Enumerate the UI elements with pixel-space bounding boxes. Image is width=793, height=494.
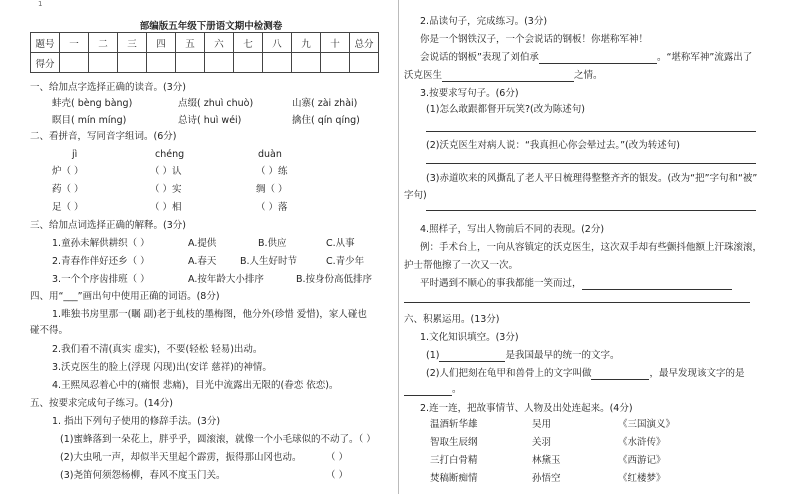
section-2-heading: 二、看拼音，写同音字组词。(6分) xyxy=(30,131,177,142)
r2-text: 。“堪称军神”流露出了 xyxy=(656,52,753,63)
s3-option: A.春天 xyxy=(188,256,217,267)
answer-blank[interactable] xyxy=(591,369,649,380)
score-cell: 总分 xyxy=(350,33,379,53)
r3-question: (2)沃克医生对病人说：“我真担心你会晕过去。”(改为转述句) xyxy=(426,140,680,151)
r4-example: 例：手术台上，一向从容镇定的沃克医生，这次双手却有些颤抖他额上汗珠滚滚， xyxy=(420,242,763,253)
r2-heading: 2.品读句子，完成练习。(3分) xyxy=(420,16,548,27)
r4-prompt xyxy=(420,278,732,290)
score-entry[interactable] xyxy=(292,53,321,73)
answer-blank[interactable] xyxy=(439,351,505,362)
r4-example: 护士帮他擦了一次又一次。 xyxy=(404,260,519,271)
s5-question: (2)大虫吼一声，却似半天里起个霹雳，振得那山冈也动。 xyxy=(60,452,302,463)
s6-text: 是我国最早的统一的文字。 xyxy=(505,350,620,361)
score-entry[interactable] xyxy=(89,53,118,73)
s3-option: B.供应 xyxy=(258,238,287,249)
s4-line: 碰不得。 xyxy=(30,325,69,336)
r4-prompt-text: 平时遇到不顺心的事我都能一笑而过， xyxy=(420,278,582,289)
match-person[interactable]: 关羽 xyxy=(532,437,552,448)
match-person[interactable]: 林黛玉 xyxy=(532,455,561,466)
score-cell: 六 xyxy=(205,33,234,53)
r3-question: (3)赤道吹来的风撕乱了老人平日梳理得整整齐齐的银发。(改为“把”字句和“被” xyxy=(426,173,758,184)
r2-line xyxy=(420,52,752,64)
answer-blank[interactable] xyxy=(442,71,574,82)
score-cell: 八 xyxy=(263,33,292,53)
s2-item: （ ）相 xyxy=(150,202,182,213)
s3-question: 2.青春作伴好还乡（ ） xyxy=(52,256,150,267)
s2-item: （ ）实 xyxy=(150,184,182,195)
score-cell: 九 xyxy=(292,33,321,53)
s2-item: （ ）认 xyxy=(150,166,182,177)
s3-option: A.提供 xyxy=(188,238,217,249)
score-row-label: 得分 xyxy=(31,53,60,73)
s2-item: 足（ ） xyxy=(52,202,84,213)
s3-option: B.人生好时节 xyxy=(240,256,298,267)
s1-item: 点缀( zhuì chuò) xyxy=(178,98,254,109)
s3-option: C.从事 xyxy=(326,238,355,249)
s4-line: 2.我们看不清(真实 虚实)，不要(轻松 轻易)出动。 xyxy=(52,344,263,355)
match-source[interactable]: 《红楼梦》 xyxy=(618,473,666,484)
score-table xyxy=(30,32,379,73)
match-plot[interactable]: 智取生辰纲 xyxy=(430,437,478,448)
match-source[interactable]: 《水浒传》 xyxy=(618,437,666,448)
s3-option: B.按身份高低排序 xyxy=(296,274,373,285)
score-cell: 四 xyxy=(147,33,176,53)
s2-item: 绸（ ） xyxy=(256,184,288,195)
answer-line[interactable] xyxy=(404,302,750,303)
s5-subheading: 1. 指出下列句子使用的修辞手法。(3分) xyxy=(52,416,221,427)
score-cell: 二 xyxy=(89,33,118,53)
score-cell: 题号 xyxy=(31,33,60,53)
corner-mark: 1 xyxy=(38,0,43,8)
answer-line[interactable] xyxy=(426,131,756,132)
score-cell: 三 xyxy=(118,33,147,53)
s6-q2-end xyxy=(404,384,462,396)
r2-text: 会说话的钢板”表现了刘伯承 xyxy=(420,52,539,63)
s4-line: 1.唯独书房里那一(瞩 副)老于虬枝的墨梅图，他分外(珍惜 爱惜)，家人碰也 xyxy=(52,309,367,320)
score-cell: 五 xyxy=(176,33,205,53)
s3-option: C.青少年 xyxy=(326,256,365,267)
score-entry[interactable] xyxy=(205,53,234,73)
r4-heading: 4.照样子，写出人物前后不同的表现。(2分) xyxy=(420,224,605,235)
match-person[interactable]: 吴用 xyxy=(532,419,552,430)
s6-text: (1) xyxy=(426,350,440,361)
match-plot[interactable]: 温酒斩华雄 xyxy=(430,419,478,430)
score-entry[interactable] xyxy=(176,53,205,73)
s3-option: A.按年龄大小排序 xyxy=(188,274,264,285)
s1-item: 擒住( qín qíng) xyxy=(292,115,360,126)
score-entry[interactable] xyxy=(234,53,263,73)
r3-heading: 3.按要求写句子。(6分) xyxy=(420,88,519,99)
r2-line xyxy=(404,70,603,82)
match-plot[interactable]: 三打白骨精 xyxy=(430,455,478,466)
r3-question: 字句) xyxy=(404,190,427,201)
section-3-heading: 三、给加点词选择正确的解释。(3分) xyxy=(30,220,186,231)
r3-question: (1)怎么敢跟都督开玩笑?(改为陈述句) xyxy=(426,104,585,115)
s5-question: (1)蜜蜂落到一朵花上，胖乎乎，圆滚滚，就像一个小毛球似的不动了。（ ） xyxy=(60,434,376,445)
section-4-heading: 四、用“___”画出句中使用正确的词语。(8分) xyxy=(30,291,220,302)
s6-text: 。 xyxy=(452,384,462,395)
answer-line[interactable] xyxy=(426,163,756,164)
s2-item: 炉（ ） xyxy=(52,166,84,177)
score-entry[interactable] xyxy=(263,53,292,73)
match-source[interactable]: 《西游记》 xyxy=(618,455,666,466)
match-person[interactable]: 孙悟空 xyxy=(532,473,561,484)
s6-text: ，最早发现该文字的是 xyxy=(649,368,745,379)
s6-q2 xyxy=(426,368,744,380)
score-cell: 十 xyxy=(321,33,350,53)
score-cell: 七 xyxy=(234,33,263,53)
s6-subheading: 2.连一连，把故事情节、人物及出处连起来。(4分) xyxy=(420,403,633,414)
answer-blank[interactable] xyxy=(582,279,732,290)
score-entry[interactable] xyxy=(350,53,379,73)
answer-paren[interactable]: （ ） xyxy=(326,470,349,481)
s3-question: 1.童孙未解供耕织（ ） xyxy=(52,238,150,249)
s5-question: (3)尧笛何须怨杨柳，春风不度玉门关。 xyxy=(60,470,226,481)
s6-text: (2)人们把刻在龟甲和兽骨上的文字叫做 xyxy=(426,368,592,379)
score-table-header-row xyxy=(31,33,379,53)
score-table-score-row xyxy=(31,53,379,73)
r2-quote: 你是一个钢铁汉子，一个会说话的钢板！你堪称军神！ xyxy=(420,34,649,45)
s4-line: 3.沃克医生的脸上(浮现 闪现)出(安详 慈祥)的神情。 xyxy=(52,362,272,373)
answer-paren[interactable]: （ ） xyxy=(326,452,349,463)
match-source[interactable]: 《三国演义》 xyxy=(618,419,676,430)
answer-blank[interactable] xyxy=(404,385,452,396)
s4-line: 4.王熙凤忍着心中的(痛恨 悲痛)，目光中流露出无限的(眷恋 依恋)。 xyxy=(52,380,339,391)
r2-text: 之情。 xyxy=(574,70,603,81)
s6-subheading: 1.文化知识填空。(3分) xyxy=(420,332,519,343)
s2-item: （ ）落 xyxy=(256,202,288,213)
section-6-heading: 六、积累运用。(13分) xyxy=(404,314,500,325)
score-cell: 一 xyxy=(60,33,89,53)
answer-line[interactable] xyxy=(426,210,756,211)
score-entry[interactable] xyxy=(60,53,89,73)
s3-question: 3.一个个序齿排班（ ） xyxy=(52,274,150,285)
s2-item: （ ）练 xyxy=(256,166,288,177)
pinyin-label: jì xyxy=(72,149,78,160)
score-entry[interactable] xyxy=(118,53,147,73)
answer-blank[interactable] xyxy=(539,53,657,64)
column-divider xyxy=(398,0,399,494)
score-entry[interactable] xyxy=(147,53,176,73)
section-1-heading: 一、给加点字选择正确的读音。(3分) xyxy=(30,82,186,93)
match-plot[interactable]: 焚稿断痴情 xyxy=(430,473,478,484)
score-entry[interactable] xyxy=(321,53,350,73)
s2-item: 药（ ） xyxy=(52,184,84,195)
pinyin-label: duàn xyxy=(258,149,282,160)
page-title: 部编版五年级下册语文期中检测卷 xyxy=(139,21,283,32)
s1-item: 总诗( huì wéi) xyxy=(178,115,242,126)
s6-q1 xyxy=(426,350,619,362)
section-5-heading: 五、按要求完成句子练习。(14分) xyxy=(30,398,174,409)
s1-item: 山寨( zài zhài) xyxy=(292,98,358,109)
pinyin-label: chéng xyxy=(155,149,185,160)
s1-item: 蚌壳( bèng bàng) xyxy=(52,98,133,109)
s1-item: 瞑目( mín míng) xyxy=(52,115,127,126)
r2-text: 沃克医生 xyxy=(404,70,443,81)
